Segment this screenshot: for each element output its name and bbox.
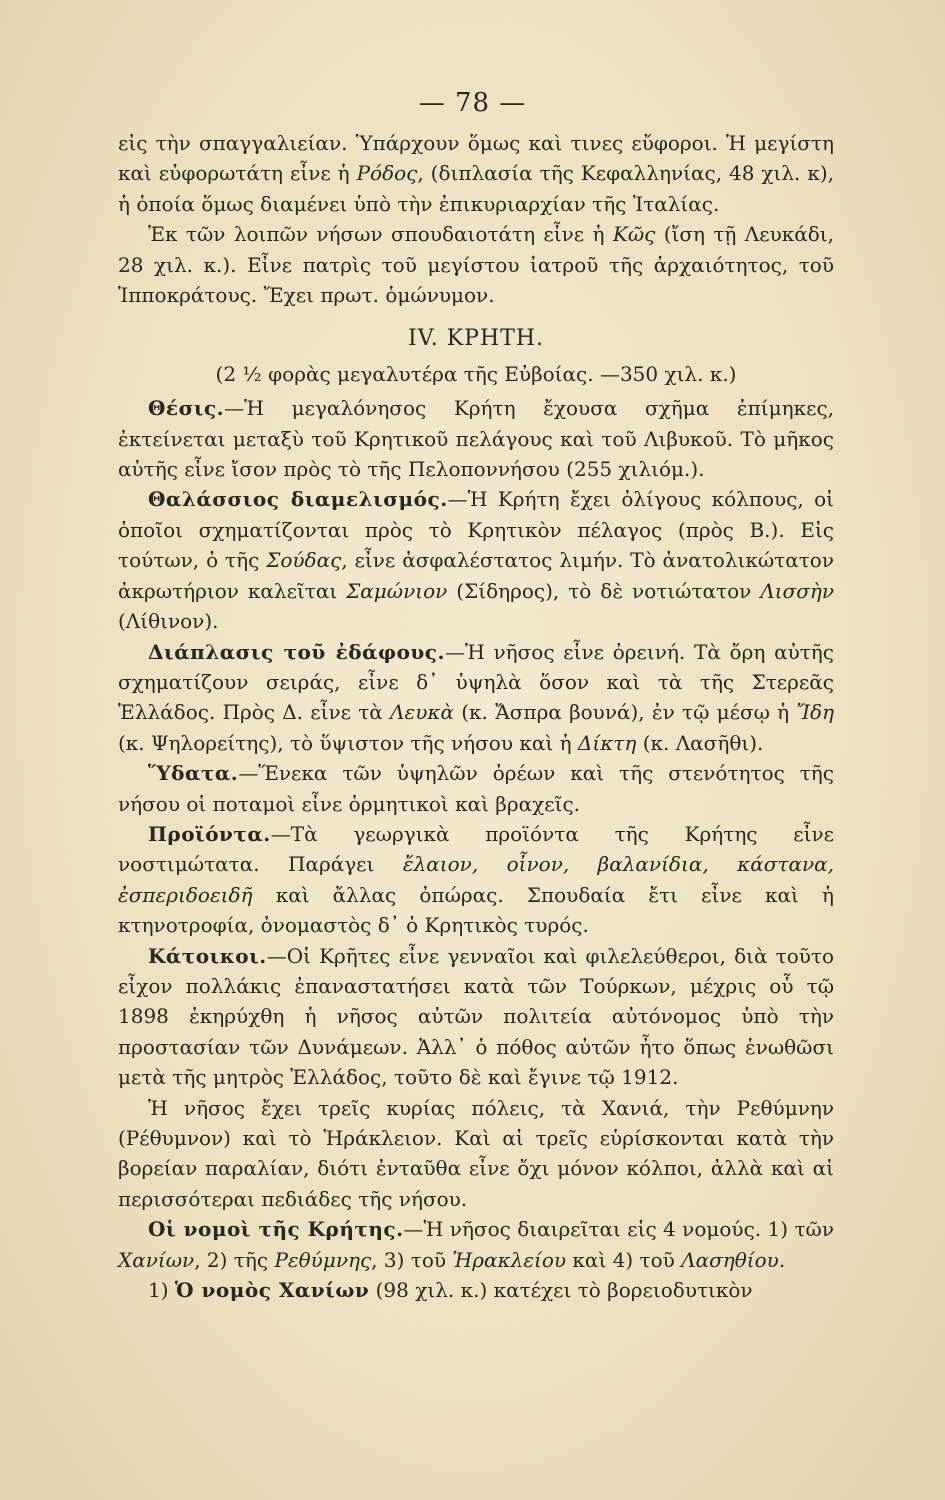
term-rodos: Ρόδος: [356, 161, 418, 186]
paragraph-relief: Διάπλασις τοῦ ἐδάφους.—Ἡ νῆσος εἶνε ὀρεινή. Τὰ ὄρη αὐτῆς σχηματίζουν σειράς, εἶνε δ᾽ ὑψηλὰ ὅσον καὶ τὰ τῆς Στερεᾶς Ἑλλάδος. Πρὸς Δ. εἶνε τὰ Λευκὰ (κ. Ἄσπρα βουνά), ἐν τῷ μέσῳ ἡ Ἴδη (κ. Ψηλορείτης), τὸ ὕψιστον τῆς νήσου καὶ ἡ Δίκτη (κ. Λασῆθι).: [118, 639, 834, 755]
label-waters: Ὕδατα.: [148, 761, 239, 786]
paragraph-waters: Ὕδατα.—Ἕνεκα τῶν ὑψηλῶν ὀρέων καὶ τῆς στενότητος τῆς νήσου οἱ ποταμοὶ εἶνε ὁρμητικοὶ καὶ βραχεῖς.: [118, 761, 834, 816]
label-products: Προϊόντα.: [148, 821, 271, 846]
paragraph-prefectures: Οἱ νομοὶ τῆς Κρήτης.—Ἡ νῆσος διαιρεῖται εἰς 4 νομούς. 1) τῶν Χανίων, 2) τῆς Ρεθύμνης, 3) τοῦ Ἡρακλείου καὶ 4) τοῦ Λασηθίου.: [118, 1217, 834, 1272]
paragraph-inhabitants: Κάτοικοι.—Οἱ Κρῆτες εἶνε γενναῖοι καὶ φιλελεύθεροι, διὰ τοῦτο εἶχον πολλάκις ἐπαναστατήσει κατὰ τῶν Τούρκων, μέχρις οὗ τῷ 1898 ἐκηρύχθη ἡ νῆσος αὐτῶν πολιτεία αὐτόνομος ὑπὸ τὴν προστασίαν τῶν Δυνάμεων. Ἀλλ᾽ ὁ πόθος αὐτῶν ἦτο ὅπως ἑνωθῶσι μετὰ τῆς μητρὸς Ἑλλάδος, τοῦτο δὲ καὶ ἔγινε τῷ 1912.: [118, 943, 834, 1090]
paragraph-products: Προϊόντα.—Τὰ γεωργικὰ προϊόντα τῆς Κρήτης εἶνε νοστιμώτατα. Παράγει ἔλαιον, οἶνον, βαλανίδια, κάστανα, ἐσπεριδοειδῆ καὶ ἄλλας ὀπώρας. Σπουδαία ἔτι εἶνε καὶ ἡ κτηνοτροφία, ὀνομαστὸς δ᾽ ὁ Κρητικὸς τυρός.: [118, 821, 835, 938]
section-subheading: (2 ½ φορὰς μεγαλυτέρα τῆς Εὐβοίας. —350 χιλ. κ.): [215, 361, 737, 386]
label-chania: Ὁ νομὸς Χανίων: [174, 1278, 370, 1303]
paragraph-cities: Ἡ νῆσος ἔχει τρεῖς κυρίας πόλεις, τὰ Χανιά, τὴν Ρεθύμνην (Ρέθυμνον) καὶ τὸ Ἡράκλειον. Καὶ αἱ τρεῖς εὑρίσκονται κατὰ τὴν βορείαν παραλίαν, διότι ἐνταῦθα εἶνε ὄχι μόνον κόλποι, ἀλλὰ καὶ αἱ περισσότεραι πεδιάδες τῆς νήσου.: [118, 1095, 834, 1211]
term-kos: Κῶς: [612, 222, 656, 247]
paragraph-coast: Θαλάσσιος διαμελισμός.—Ἡ Κρήτη ἔχει ὀλίγους κόλπους, οἱ ὁποῖοι σχηματίζονται πρὸς τὸ Κρητικὸν πέλαγος (πρὸς Β.). Εἰς τούτων, ὁ τῆς Σούδας, εἶνε ἀσφαλέστατος λιμήν. Τὸ ἀνατολικώτατον ἀκρωτήριον καλεῖται Σαμώνιον (Σίδηρος), τὸ δὲ νοτιώτατον Λισσὴν (Λίθινον).: [118, 487, 834, 634]
label-prefectures: Οἱ νομοὶ τῆς Κρήτης.: [148, 1217, 404, 1242]
label-inhabitants: Κάτοικοι.: [148, 943, 267, 968]
page-body: [118, 128, 834, 1305]
paragraph-thesis: Θέσις.—Ἡ μεγαλόνησος Κρήτη ἔχουσα σχῆμα ἐπίμηκες, ἐκτείνεται μεταξὺ τοῦ Κρητικοῦ πελάγους καὶ τοῦ Λιβυκοῦ. Τὸ μῆκος αὐτῆς εἶνε ἴσον πρὸς τὸ τῆς Πελοποννήσου (255 χιλιόμ.).: [118, 396, 834, 482]
paragraph-chania: 1) Ὁ νομὸς Χανίων (98 χιλ. κ.) κατέχει τὸ βορειοδυτικὸν: [148, 1278, 753, 1303]
label-thesis: Θέσις.: [148, 396, 225, 421]
paragraph-kos: Ἐκ τῶν λοιπῶν νήσων σπουδαιοτάτη εἶνε ἡ Κῶς (ἴση τῇ Λευκάδι, 28 χιλ. κ.). Εἶνε πατρὶς τοῦ μεγίστου ἰατροῦ τῆς ἀρχαιότητος, τοῦ Ἱπποκράτους. Ἔχει πρωτ. ὁμώνυμον.: [118, 222, 834, 308]
label-relief: Διάπλασις τοῦ ἐδάφους.: [148, 639, 445, 664]
page-number: — 78 —: [418, 88, 527, 118]
label-coast: Θαλάσσιος διαμελισμός.: [148, 487, 448, 512]
section-heading: IV. ΚΡΗΤΗ.: [408, 326, 544, 352]
paragraph-rhodes: εἰς τὴν σπαγγαλιείαν. Ὑπάρχουν ὅμως καὶ τινες εὔφοροι. Ἡ μεγίστη καὶ εὐφορωτάτη εἶνε ἡ Ρόδος, (διπλασία τῆς Κεφαλληνίας, 48 χιλ. κ), ἡ ὁποία ὅμως διαμένει ὑπὸ τὴν ἐπικυριαρχίαν τῆς Ἰταλίας.: [118, 131, 834, 216]
